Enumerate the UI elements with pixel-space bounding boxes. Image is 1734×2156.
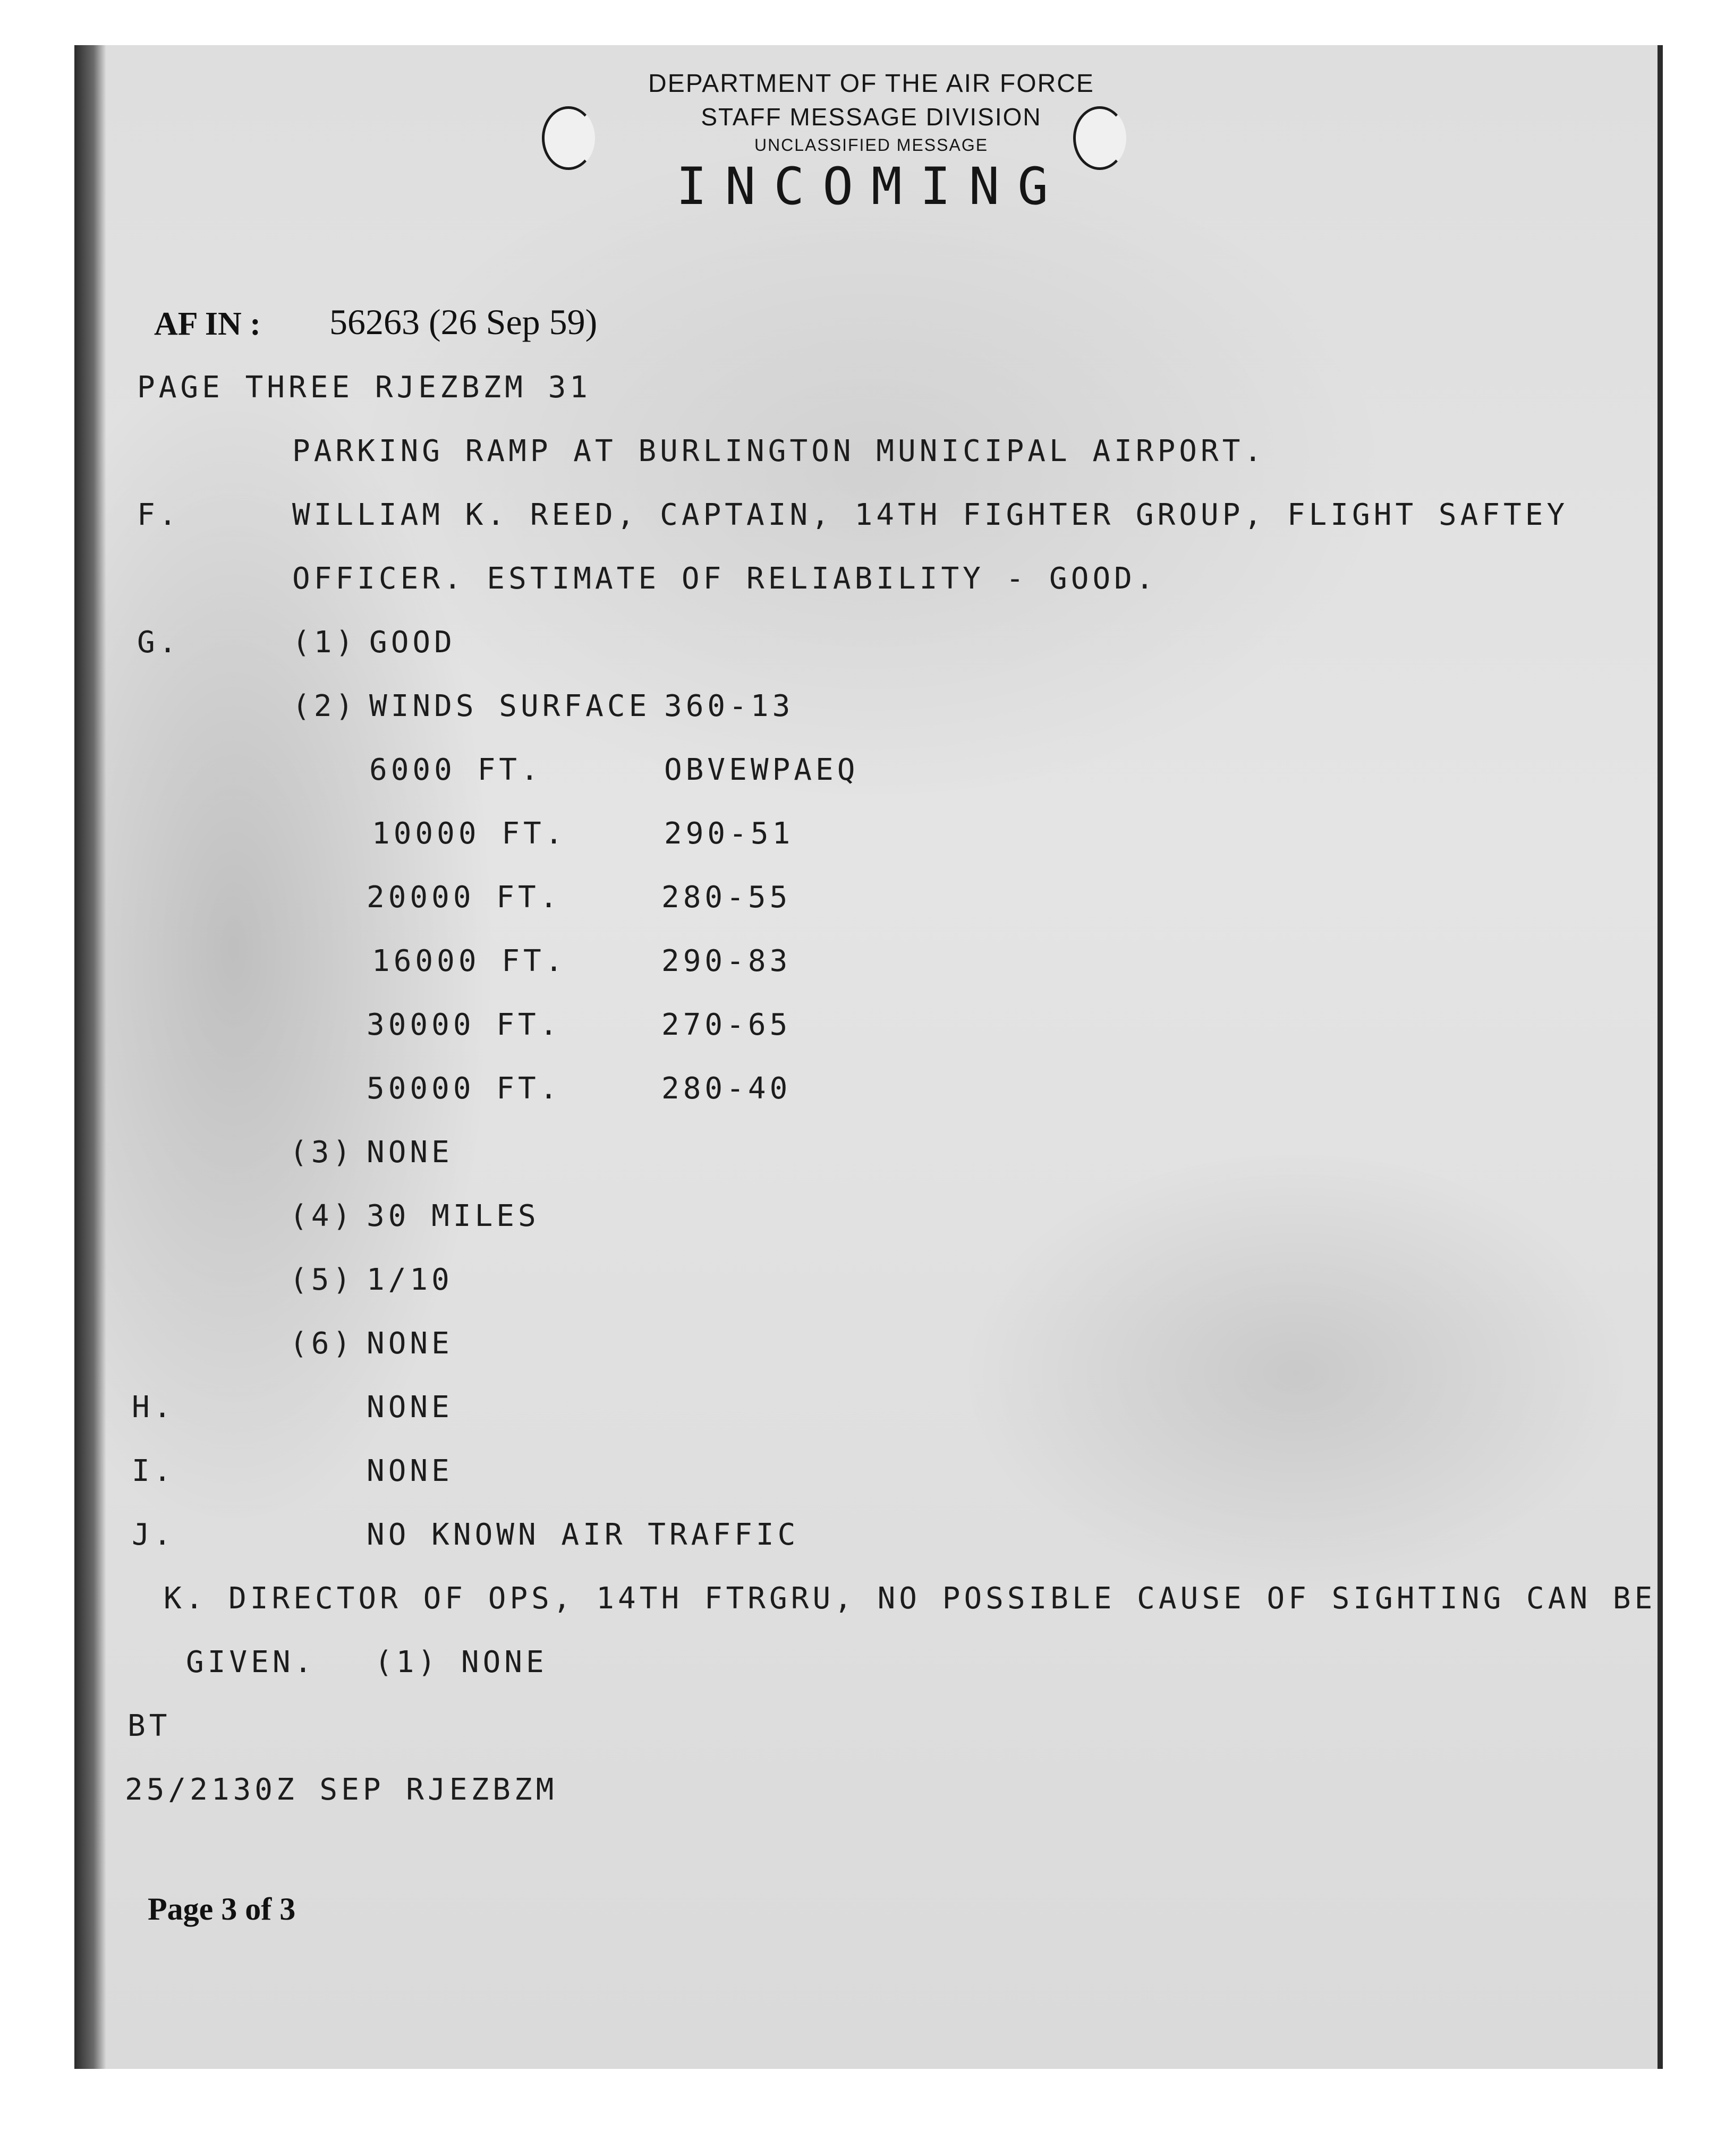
item-g2-value: 360-13 [664, 689, 794, 723]
item-g2-number: (2) [292, 689, 358, 723]
break-marker: BT [128, 1709, 171, 1743]
item-h-letter: H. [132, 1390, 175, 1425]
wind-row-value: 290-83 [661, 944, 792, 978]
item-f-letter: F. [137, 498, 181, 532]
item-k-line2-given: GIVEN. [186, 1645, 316, 1680]
item-g5-text: 1/10 [367, 1263, 453, 1297]
header-classification: UNCLASSIFIED MESSAGE [754, 135, 989, 155]
item-f-line1: WILLIAM K. REED, CAPTAIN, 14TH FIGHTER GROUP, FLIGHT SAFTEY [292, 498, 1569, 532]
item-g6-text: NONE [367, 1326, 453, 1361]
wind-row-alt: 16000 FT. [372, 944, 567, 978]
wind-row-alt: 10000 FT. [372, 816, 567, 851]
item-g5-number: (5) [290, 1263, 355, 1297]
item-g1-text: GOOD [369, 625, 456, 660]
wind-row-value: OBVEWPAEQ [664, 753, 859, 787]
item-g1-number: (1) [292, 625, 358, 660]
item-g4-text: 30 MILES [367, 1199, 540, 1233]
page-count: Page 3 of 3 [148, 1891, 296, 1927]
af-in-label: AF IN : [154, 306, 261, 342]
item-i-letter: I. [132, 1454, 175, 1488]
item-h-text: NONE [367, 1390, 453, 1425]
document-page [74, 45, 1663, 2069]
header-division: STAFF MESSAGE DIVISION [701, 103, 1042, 131]
item-g2-label: WINDS SURFACE [369, 689, 651, 723]
wind-row-alt: 20000 FT. [367, 880, 562, 915]
wind-row-value: 280-55 [661, 880, 792, 915]
item-g4-number: (4) [290, 1199, 355, 1233]
scan-edge-right [1658, 45, 1663, 2069]
item-g-letter: G. [137, 625, 181, 660]
date-time-group: 25/2130Z SEP RJEZBZM [125, 1772, 558, 1807]
header-department: DEPARTMENT OF THE AIR FORCE [648, 70, 1094, 98]
item-g3-text: NONE [367, 1135, 453, 1170]
item-g6-number: (6) [290, 1326, 355, 1361]
wind-row-alt: 50000 FT. [367, 1071, 562, 1106]
item-i-text: NONE [367, 1454, 453, 1488]
item-k-line1: K. DIRECTOR OF OPS, 14TH FTRGRU, NO POSSIBLE CAUSE OF SIGHTING CAN BE [164, 1581, 1656, 1616]
punch-hole-left [542, 106, 595, 170]
wind-row-value: 280-40 [661, 1071, 792, 1106]
wind-row-alt: 30000 FT. [367, 1008, 562, 1042]
header-direction: INCOMING [676, 157, 1067, 216]
wind-row-value: 290-51 [664, 816, 794, 851]
item-f-line2: OFFICER. ESTIMATE OF RELIABILITY - GOOD. [292, 561, 1158, 596]
item-j-text: NO KNOWN AIR TRAFFIC [367, 1518, 800, 1552]
item-g3-number: (3) [290, 1135, 355, 1170]
af-in-number: 56263 (26 Sep 59) [329, 302, 598, 342]
wind-row-value: 270-65 [661, 1008, 792, 1042]
scan-edge-left [74, 45, 106, 2069]
item-e-continuation: PARKING RAMP AT BURLINGTON MUNICIPAL AIRPORT. [292, 434, 1266, 468]
page-line: PAGE THREE RJEZBZM 31 [137, 370, 592, 405]
item-j-letter: J. [132, 1518, 175, 1552]
wind-row-alt: 6000 FT. [369, 753, 542, 787]
item-k-line2-none: (1) NONE [375, 1645, 548, 1680]
